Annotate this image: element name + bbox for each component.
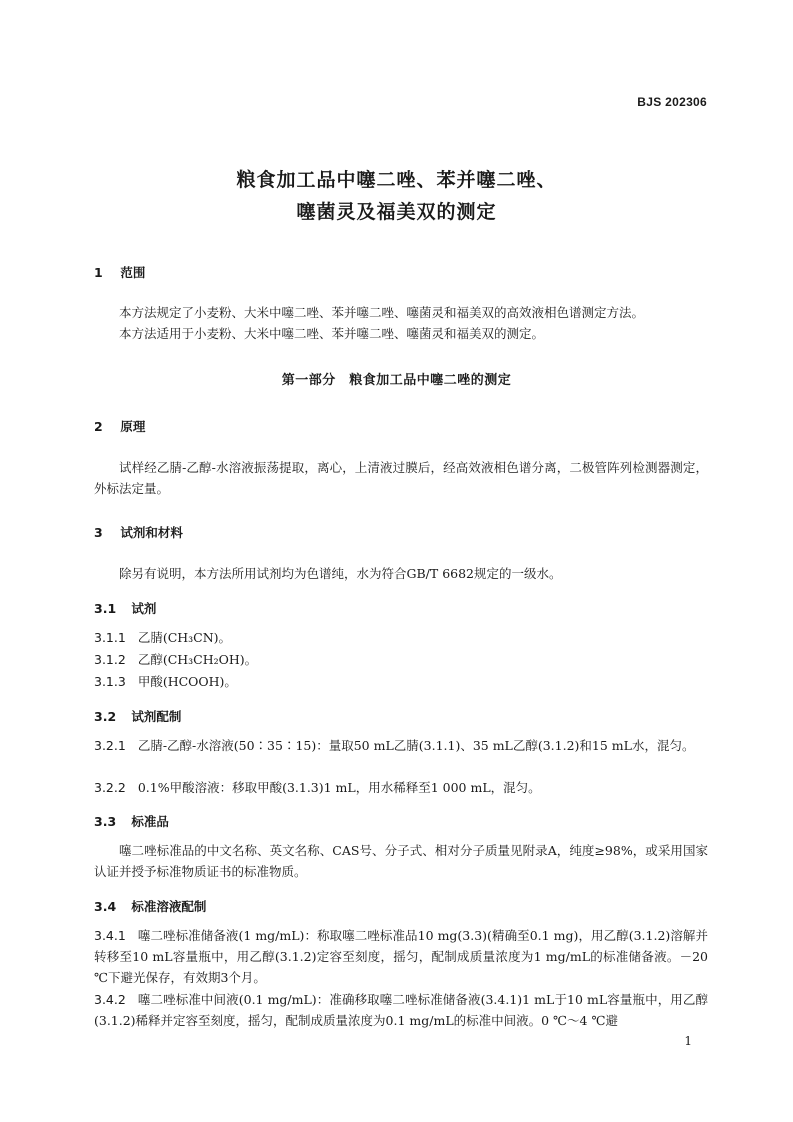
- item-3-4-2: [94, 989, 708, 1031]
- section-2-paragraph: 试样经乙腈-乙醇-水溶液振荡提取，离心，上清液过膜后，经高效液相色谱分离，二极管阵列检测器测定，外标法定量。: [94, 460, 708, 496]
- section-number: 3: [94, 525, 103, 540]
- section-3-4-heading: [94, 897, 206, 915]
- section-3-1-heading: [94, 599, 156, 617]
- section-title: 范围: [120, 265, 146, 280]
- section-2-heading: [94, 417, 145, 435]
- section-title: 标准品: [131, 814, 169, 829]
- item-3-1-2: [94, 649, 708, 670]
- item-text: 甲酸(HCOOH)。: [137, 674, 237, 689]
- page-number: 1: [684, 1034, 692, 1048]
- item-text: 乙醇(CH₃CH₂OH)。: [137, 652, 258, 667]
- section-3-3-paragraph: 噻二唑标准品的中文名称、英文名称、CAS号、分子式、相对分子质量见附录A，纯度≥98%，或采用国家认证并授予标准物质证书的标准物质。: [94, 843, 708, 879]
- section-3-3-heading: [94, 812, 169, 830]
- section-3-heading: [94, 523, 183, 541]
- section-number: 3.4: [94, 899, 117, 914]
- item-3-4-1: [94, 925, 708, 988]
- item-number: 3.1.2: [94, 652, 126, 667]
- section-1-heading: [94, 263, 145, 281]
- section-title: 试剂: [131, 601, 157, 616]
- section-3-paragraph: 除另有说明，本方法所用试剂均为色谱纯，水为符合GB/T 6682规定的一级水。: [119, 566, 562, 581]
- section-number: 3.1: [94, 601, 117, 616]
- item-3-2-1: [94, 735, 708, 756]
- item-number: 3.2.2: [94, 780, 126, 795]
- item-number: 3.4.2: [94, 992, 126, 1007]
- section-number: 3.3: [94, 814, 117, 829]
- item-number: 3.4.1: [94, 928, 126, 943]
- item-text: 乙腈-乙醇-水溶液(50∶35∶15)：量取50 mL乙腈(3.1.1)、35 mL乙醇(3.1.2)和15 mL水，混匀。: [137, 738, 695, 753]
- section-1-paragraph-2: 本方法适用于小麦粉、大米中噻二唑、苯并噻二唑、噻菌灵和福美双的测定。: [119, 326, 545, 341]
- item-text: 噻二唑标准中间液(0.1 mg/mL)：准确移取噻二唑标准储备液(3.4.1)1 mL于10 mL容量瓶中，用乙醇(3.1.2)稀释并定容至刻度，摇匀，配制成质量浓度为0.1 mg/mL的标准中间液。0 ℃～4 ℃避: [94, 992, 708, 1028]
- section-number: 2: [94, 419, 103, 434]
- section-title: 试剂和材料: [120, 525, 183, 540]
- section-title: 试剂配制: [131, 709, 182, 724]
- document-code: BJS 202306: [637, 95, 707, 109]
- item-3-2-2: [94, 777, 708, 798]
- item-number: 3.1.1: [94, 630, 126, 645]
- part-heading: 第一部分 粮食加工品中噻二唑的测定: [281, 373, 512, 388]
- item-3-1-1: [94, 627, 708, 648]
- section-number: 1: [94, 265, 103, 280]
- item-text: 乙腈(CH₃CN)。: [137, 630, 232, 645]
- item-number: 3.2.1: [94, 738, 126, 753]
- section-title: 标准溶液配制: [131, 899, 207, 914]
- section-3-2-heading: [94, 707, 181, 725]
- item-text: 噻二唑标准储备液(1 mg/mL)：称取噻二唑标准品10 mg(3.3)(精确至0.1 mg)，用乙醇(3.1.2)溶解并转移至10 mL容量瓶中，用乙醇(3.1.2)定容至刻度，摇匀，配制成质量浓度为1 mg/mL的标准储备液。－20 ℃下避光保存，有效期3个月。: [94, 928, 708, 985]
- section-number: 3.2: [94, 709, 117, 724]
- document-title-line-1: 粮食加工品中噻二唑、苯并噻二唑、: [236, 169, 557, 191]
- section-title: 原理: [120, 419, 146, 434]
- item-text: 0.1%甲酸溶液：移取甲酸(3.1.3)1 mL，用水稀释至1 000 mL，混匀。: [137, 780, 541, 795]
- document-title-line-2: 噻菌灵及福美双的测定: [296, 201, 497, 223]
- section-1-paragraph-1: 本方法规定了小麦粉、大米中噻二唑、苯并噻二唑、噻菌灵和福美双的高效液相色谱测定方法。: [119, 305, 645, 320]
- item-3-1-3: [94, 671, 708, 692]
- item-number: 3.1.3: [94, 674, 126, 689]
